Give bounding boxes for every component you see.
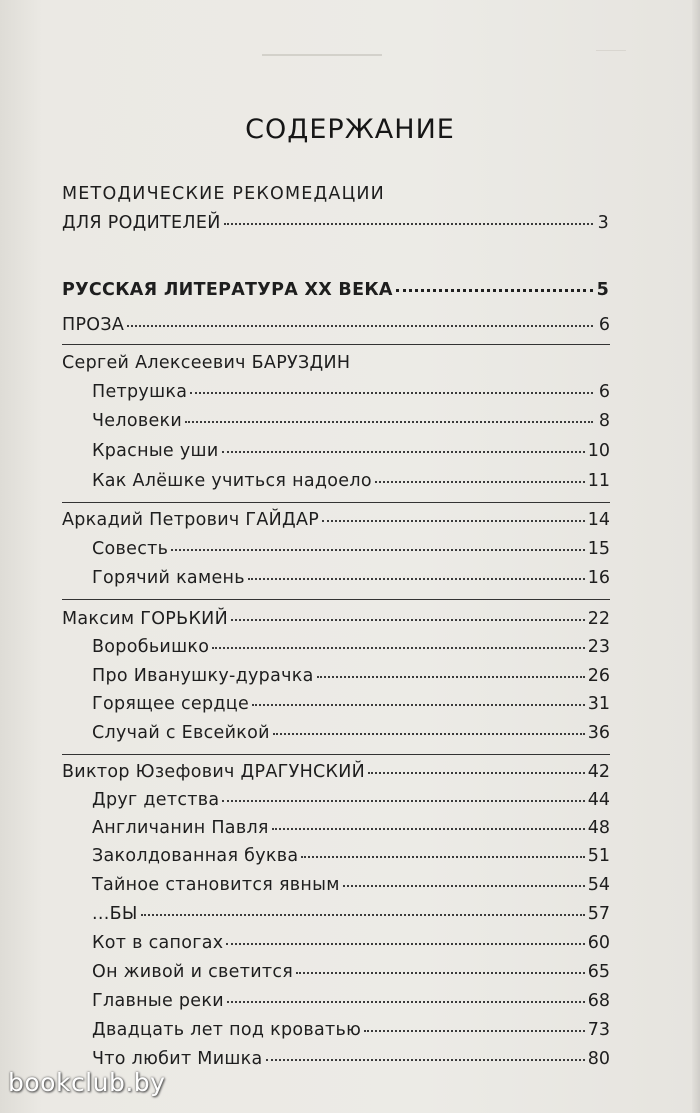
toc-entry-title: Кот в сапогах [92, 933, 224, 953]
toc-entry-prose[interactable] [62, 315, 610, 335]
leader-dots [212, 647, 584, 649]
toc-entry-title: Воробьишко [92, 637, 210, 657]
toc-entry-page: 54 [587, 875, 610, 895]
toc-entry-page: 73 [587, 1020, 610, 1040]
toc-entry-title: Совесть [92, 539, 169, 559]
toc-entry-page: 15 [587, 539, 610, 559]
toc-entry-title: Что любит Мишка [92, 1049, 263, 1069]
divider [62, 754, 610, 755]
page-edge [692, 0, 700, 1113]
bleed-through-mark [262, 54, 382, 62]
leader-dots [272, 828, 585, 830]
toc-entry-title: ДЛЯ РОДИТЕЛЕЙ [62, 213, 221, 233]
toc-entry-page: 5 [596, 280, 610, 300]
leader-dots [273, 733, 585, 735]
toc-entry-title: Горячий камень [92, 568, 245, 588]
toc-entry-page: 10 [587, 441, 610, 461]
toc-entry-title: Про Иванушку-дурачка [92, 666, 314, 686]
leader-dots [171, 549, 584, 551]
author-name: Аркадий Петрович ГАЙДАР [62, 510, 320, 530]
toc-entry-title: Случай с Евсейкой [92, 723, 270, 743]
toc-entry-title: Главные реки [92, 991, 224, 1011]
toc-entry-title: ...БЫ [92, 904, 138, 924]
toc-entry[interactable] [92, 962, 610, 982]
toc-entry-page: 68 [587, 991, 610, 1011]
leader-dots [396, 289, 593, 292]
intro-line-1: МЕТОДИЧЕСКИЕ РЕКОМЕДАЦИИ [62, 184, 385, 204]
toc-entry-page: 8 [598, 411, 610, 431]
toc-entry-title: Красные уши [92, 441, 219, 461]
toc-entry-page: 14 [587, 510, 610, 530]
author-name: Виктор Юзефович ДРАГУНСКИЙ [62, 762, 366, 782]
toc-entry-title: Петрушка [92, 382, 188, 402]
leader-dots [301, 856, 584, 858]
toc-entry[interactable] [92, 539, 610, 559]
leader-dots [266, 1059, 585, 1061]
leader-dots [375, 481, 585, 483]
site-watermark: bookclub.by [8, 1068, 166, 1097]
toc-entry[interactable] [92, 875, 610, 895]
toc-entry[interactable] [92, 933, 610, 953]
toc-entry-page: 36 [587, 723, 610, 743]
leader-dots [368, 772, 585, 774]
leader-dots [317, 676, 585, 678]
toc-entry-page: 80 [587, 1049, 610, 1069]
toc-entry-intro[interactable] [62, 213, 610, 233]
toc-entry-page: 22 [587, 609, 610, 629]
divider [62, 502, 610, 503]
toc-entry-page: 44 [587, 790, 610, 810]
toc-entry-page: 42 [587, 762, 610, 782]
toc-entry-title: Заколдованная буква [92, 846, 299, 866]
leader-dots [231, 619, 585, 621]
toc-entry-page: 3 [597, 213, 610, 233]
toc-entry-title: Двадцать лет под кроватью [92, 1020, 362, 1040]
toc-entry[interactable] [92, 471, 610, 491]
leader-dots [322, 520, 585, 522]
toc-entry[interactable] [92, 694, 610, 714]
toc-entry-title: Тайное становится явным [92, 875, 340, 895]
toc-entry-title: Человеки [92, 411, 183, 431]
toc-entry[interactable] [92, 1020, 610, 1040]
toc-entry-page: 6 [598, 382, 610, 402]
toc-entry[interactable] [92, 790, 610, 810]
leader-dots [248, 578, 585, 580]
toc-entry-title: Горящее сердце [92, 694, 250, 714]
toc-entry[interactable] [92, 382, 610, 402]
toc-author-entry[interactable] [62, 609, 610, 629]
divider [62, 599, 610, 600]
leader-dots [141, 914, 585, 916]
toc-entry[interactable] [92, 723, 610, 743]
toc-entry[interactable] [92, 411, 610, 431]
toc-entry[interactable] [92, 637, 610, 657]
toc-entry-page: 16 [587, 568, 610, 588]
leader-dots [190, 392, 593, 394]
toc-entry-page: 65 [587, 962, 610, 982]
leader-dots [127, 325, 593, 327]
toc-entry-page: 57 [587, 904, 610, 924]
toc-author-entry[interactable] [62, 762, 610, 782]
toc-entry-page: 6 [598, 315, 610, 335]
leader-dots [252, 704, 585, 706]
leader-dots [224, 223, 593, 225]
toc-entry-page: 23 [587, 637, 610, 657]
toc-entry-title: Англичанин Павля [92, 818, 269, 838]
toc-entry[interactable] [92, 846, 610, 866]
toc-entry[interactable] [92, 818, 610, 838]
toc-entry-page: 60 [587, 933, 610, 953]
toc-entry-page: 31 [587, 694, 610, 714]
toc-entry-page: 51 [587, 846, 610, 866]
leader-dots [227, 1001, 585, 1003]
toc-entry[interactable] [92, 904, 610, 924]
toc-entry-title: Друг детства [92, 790, 220, 810]
author-name[interactable]: Сергей Алексеевич БАРУЗДИН [62, 353, 351, 373]
bleed-through-mark [596, 50, 626, 71]
toc-entry-title: ПРОЗА [62, 315, 125, 335]
toc-entry[interactable] [92, 1049, 610, 1069]
leader-dots [296, 972, 585, 974]
leader-dots [185, 421, 593, 423]
page-title: СОДЕРЖАНИЕ [245, 114, 455, 145]
leader-dots [222, 800, 584, 802]
toc-entry[interactable] [92, 568, 610, 588]
leader-dots [222, 451, 585, 453]
toc-entry-title: Как Алёшке учиться надоело [92, 471, 372, 491]
toc-entry-title: РУССКАЯ ЛИТЕРАТУРА XX ВЕКА [62, 280, 393, 300]
toc-section-heading[interactable] [62, 280, 610, 300]
toc-entry[interactable] [92, 666, 610, 686]
toc-entry[interactable] [92, 991, 610, 1011]
toc-entry-page: 26 [587, 666, 610, 686]
leader-dots [226, 943, 584, 945]
toc-author-entry[interactable] [62, 510, 610, 530]
leader-dots [343, 885, 585, 887]
toc-entry-page: 11 [587, 471, 610, 491]
toc-entry[interactable] [92, 441, 610, 461]
author-name: Максим ГОРЬКИЙ [62, 609, 228, 629]
divider [62, 344, 610, 345]
toc-entry-title: Он живой и светится [92, 962, 294, 982]
toc-entry-page: 48 [587, 818, 610, 838]
leader-dots [364, 1030, 585, 1032]
